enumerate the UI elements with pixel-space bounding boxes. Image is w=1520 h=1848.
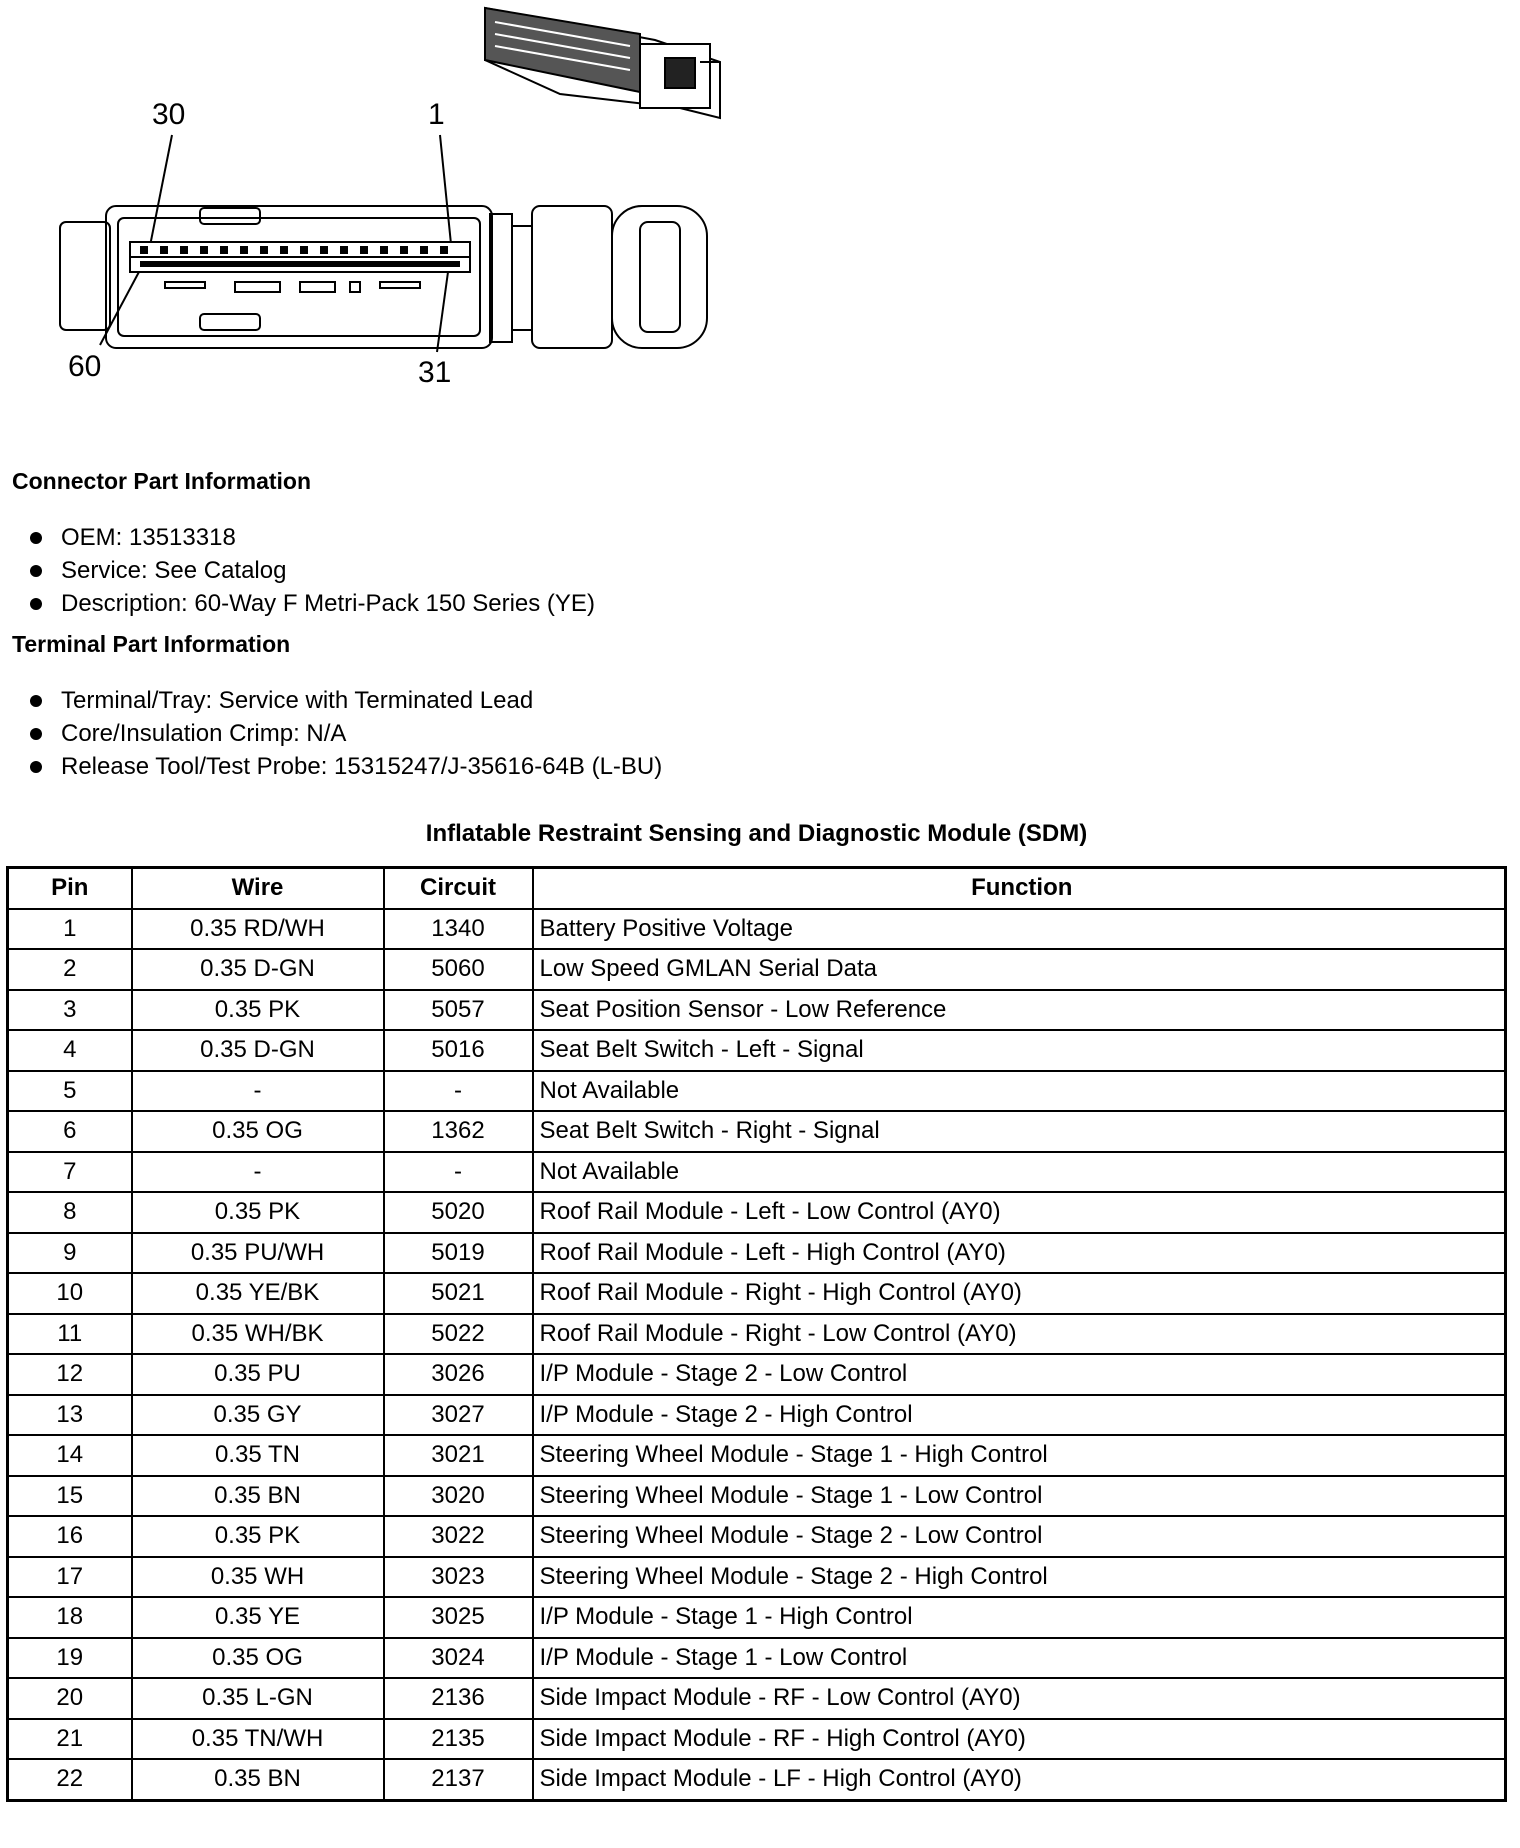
cell-function: Steering Wheel Module - Stage 2 - High Control — [533, 1557, 1506, 1598]
cell-pin: 4 — [8, 1030, 132, 1071]
cell-pin: 1 — [8, 909, 132, 950]
pin-label-31: 31 — [418, 356, 452, 389]
cell-pin: 17 — [8, 1557, 132, 1598]
table-row — [8, 1476, 1506, 1517]
cell-wire: 0.35 L-GN — [132, 1678, 384, 1719]
cell-circuit: 5057 — [384, 990, 533, 1031]
cell-function: Side Impact Module - LF - High Control (AY0) — [533, 1759, 1506, 1800]
cell-function: Battery Positive Voltage — [533, 909, 1506, 950]
cell-function: Steering Wheel Module - Stage 1 - Low Control — [533, 1476, 1506, 1517]
cell-pin: 21 — [8, 1719, 132, 1760]
cell-circuit: 3021 — [384, 1435, 533, 1476]
cell-circuit: 3024 — [384, 1638, 533, 1679]
cell-pin: 10 — [8, 1273, 132, 1314]
cell-pin: 19 — [8, 1638, 132, 1679]
cell-wire: 0.35 WH — [132, 1557, 384, 1598]
cell-pin: 14 — [8, 1435, 132, 1476]
cell-wire: 0.35 YE — [132, 1597, 384, 1638]
cell-circuit: - — [384, 1152, 533, 1193]
cell-wire: 0.35 YE/BK — [132, 1273, 384, 1314]
cell-function: Roof Rail Module - Left - High Control (AY0) — [533, 1233, 1506, 1274]
pin-label-60: 60 — [68, 350, 102, 383]
header-wire: Wire — [132, 868, 384, 909]
header-pin: Pin — [8, 868, 132, 909]
list-item: Description: 60-Way F Metri-Pack 150 Series (YE) — [24, 587, 595, 620]
cell-wire: 0.35 PK — [132, 990, 384, 1031]
table-row — [8, 1759, 1506, 1800]
cell-pin: 5 — [8, 1071, 132, 1112]
cell-pin: 22 — [8, 1759, 132, 1800]
cell-function: Not Available — [533, 1152, 1506, 1193]
cell-pin: 9 — [8, 1233, 132, 1274]
cell-circuit: 3026 — [384, 1354, 533, 1395]
table-row — [8, 1314, 1506, 1355]
cell-wire: - — [132, 1152, 384, 1193]
table-row — [8, 1233, 1506, 1274]
table-row — [8, 1192, 1506, 1233]
pin-label-30: 30 — [152, 98, 186, 131]
cell-wire: 0.35 RD/WH — [132, 909, 384, 950]
cell-circuit: 1340 — [384, 909, 533, 950]
cell-circuit: 5022 — [384, 1314, 533, 1355]
table-row — [8, 1719, 1506, 1760]
table-row — [8, 1557, 1506, 1598]
table-row — [8, 1435, 1506, 1476]
list-item: Release Tool/Test Probe: 15315247/J-35616-64B (L-BU) — [24, 750, 662, 783]
table-row — [8, 1395, 1506, 1436]
cell-pin: 13 — [8, 1395, 132, 1436]
table-row — [8, 1152, 1506, 1193]
cell-function: Side Impact Module - RF - High Control (AY0) — [533, 1719, 1506, 1760]
connector-diagram — [0, 0, 760, 420]
cell-wire: 0.35 PU — [132, 1354, 384, 1395]
cell-function: Seat Belt Switch - Left - Signal — [533, 1030, 1506, 1071]
pinout-table — [6, 866, 1507, 1802]
cell-circuit: 3022 — [384, 1516, 533, 1557]
cell-pin: 18 — [8, 1597, 132, 1638]
cell-wire: 0.35 PK — [132, 1516, 384, 1557]
table-row — [8, 1030, 1506, 1071]
list-item: Terminal/Tray: Service with Terminated Lead — [24, 684, 662, 717]
cell-circuit: 5019 — [384, 1233, 533, 1274]
cell-circuit: 3020 — [384, 1476, 533, 1517]
cell-pin: 7 — [8, 1152, 132, 1193]
cell-function: I/P Module - Stage 2 - High Control — [533, 1395, 1506, 1436]
table-row — [8, 1678, 1506, 1719]
cell-function: Roof Rail Module - Right - Low Control (AY0) — [533, 1314, 1506, 1355]
cell-circuit: 2136 — [384, 1678, 533, 1719]
cell-circuit: 3023 — [384, 1557, 533, 1598]
connector-iso-view — [485, 8, 720, 118]
cell-circuit: - — [384, 1071, 533, 1112]
table-row — [8, 1354, 1506, 1395]
connector-info-title: Connector Part Information — [12, 468, 312, 494]
cell-function: I/P Module - Stage 1 - Low Control — [533, 1638, 1506, 1679]
cell-wire: 0.35 TN — [132, 1435, 384, 1476]
cell-wire: 0.35 D-GN — [132, 1030, 384, 1071]
cell-pin: 12 — [8, 1354, 132, 1395]
list-item: Service: See Catalog — [24, 554, 595, 587]
list-item: Core/Insulation Crimp: N/A — [24, 717, 662, 750]
cell-pin: 11 — [8, 1314, 132, 1355]
cell-function: I/P Module - Stage 1 - High Control — [533, 1597, 1506, 1638]
table-row — [8, 1071, 1506, 1112]
header-circuit: Circuit — [384, 868, 533, 909]
cell-wire: 0.35 OG — [132, 1111, 384, 1152]
cell-pin: 15 — [8, 1476, 132, 1517]
cell-function: Roof Rail Module - Right - High Control (AY0) — [533, 1273, 1506, 1314]
cell-wire: 0.35 WH/BK — [132, 1314, 384, 1355]
cell-wire: 0.35 OG — [132, 1638, 384, 1679]
cell-wire: 0.35 BN — [132, 1759, 384, 1800]
cell-pin: 3 — [8, 990, 132, 1031]
cell-circuit: 2137 — [384, 1759, 533, 1800]
cell-function: Seat Belt Switch - Right - Signal — [533, 1111, 1506, 1152]
pin-row-bottom — [140, 261, 460, 267]
cell-circuit: 2135 — [384, 1719, 533, 1760]
cell-wire: 0.35 BN — [132, 1476, 384, 1517]
cell-circuit: 3027 — [384, 1395, 533, 1436]
cell-wire: 0.35 PK — [132, 1192, 384, 1233]
cell-pin: 16 — [8, 1516, 132, 1557]
cell-wire: 0.35 TN/WH — [132, 1719, 384, 1760]
cell-pin: 6 — [8, 1111, 132, 1152]
cell-wire: 0.35 D-GN — [132, 949, 384, 990]
table-title: Inflatable Restraint Sensing and Diagnostic Module (SDM) — [425, 820, 1088, 847]
cell-function: Not Available — [533, 1071, 1506, 1112]
cell-function: Side Impact Module - RF - Low Control (AY0) — [533, 1678, 1506, 1719]
list-item: OEM: 13513318 — [24, 521, 595, 554]
table-row — [8, 1273, 1506, 1314]
terminal-info-title: Terminal Part Information — [12, 631, 291, 657]
table-row — [8, 990, 1506, 1031]
table-row — [8, 949, 1506, 990]
cell-circuit: 5060 — [384, 949, 533, 990]
cell-wire: - — [132, 1071, 384, 1112]
connector-face-view — [60, 206, 707, 348]
cell-function: Steering Wheel Module - Stage 1 - High Control — [533, 1435, 1506, 1476]
cell-circuit: 5020 — [384, 1192, 533, 1233]
table-row — [8, 1597, 1506, 1638]
cell-pin: 20 — [8, 1678, 132, 1719]
table-row — [8, 909, 1506, 950]
terminal-info-list — [24, 684, 662, 783]
cell-circuit: 5021 — [384, 1273, 533, 1314]
connector-illustration — [0, 0, 760, 420]
cell-function: Low Speed GMLAN Serial Data — [533, 949, 1506, 990]
table-header-row — [8, 868, 1506, 909]
table-body — [8, 909, 1506, 1801]
header-function: Function — [533, 868, 1506, 909]
cell-circuit: 5016 — [384, 1030, 533, 1071]
cell-function: Seat Position Sensor - Low Reference — [533, 990, 1506, 1031]
cell-function: Roof Rail Module - Left - Low Control (AY0) — [533, 1192, 1506, 1233]
table-row — [8, 1516, 1506, 1557]
table-row — [8, 1111, 1506, 1152]
table-row — [8, 1638, 1506, 1679]
cell-circuit: 1362 — [384, 1111, 533, 1152]
cell-wire: 0.35 GY — [132, 1395, 384, 1436]
cell-pin: 2 — [8, 949, 132, 990]
cell-function: Steering Wheel Module - Stage 2 - Low Control — [533, 1516, 1506, 1557]
cell-pin: 8 — [8, 1192, 132, 1233]
connector-info-list — [24, 521, 595, 620]
cell-function: I/P Module - Stage 2 - Low Control — [533, 1354, 1506, 1395]
pin-label-1: 1 — [428, 98, 445, 131]
cell-circuit: 3025 — [384, 1597, 533, 1638]
cell-wire: 0.35 PU/WH — [132, 1233, 384, 1274]
